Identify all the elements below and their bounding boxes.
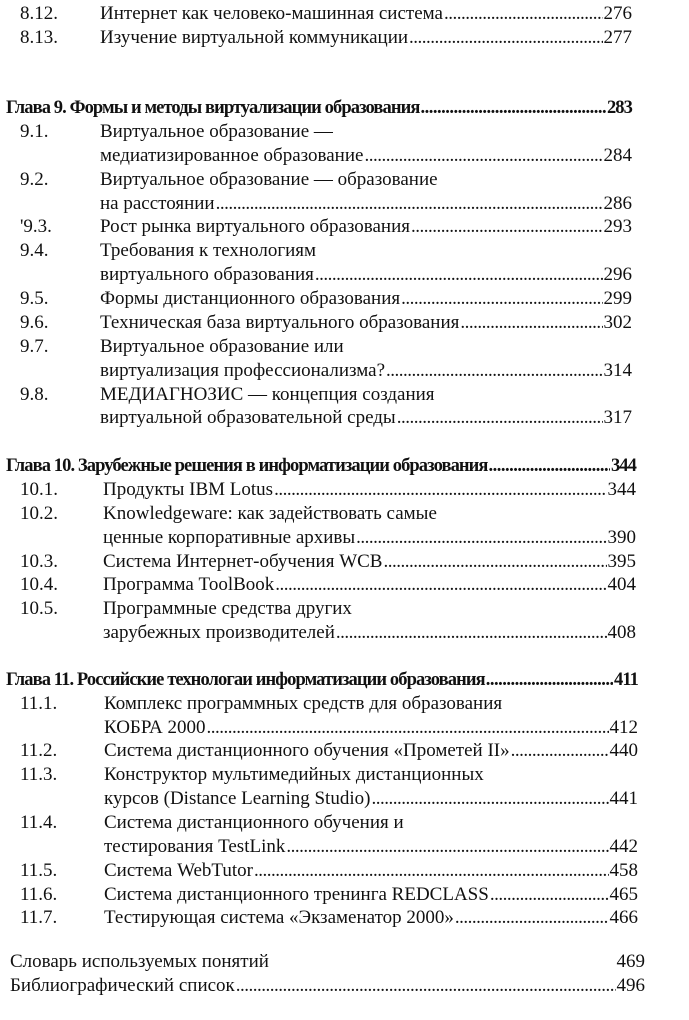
toc-section-number: 9.8.: [20, 384, 49, 405]
toc-page-number: 277: [603, 27, 632, 48]
toc-entry-row: [0, 216, 689, 238]
toc-entry-row: [0, 551, 689, 573]
toc-section-number: 11.6.: [20, 884, 58, 905]
toc-dot-leader: [489, 455, 610, 477]
toc-dot-leader: [286, 836, 608, 858]
toc-entry-title: Программные средства других: [103, 598, 352, 619]
toc-entry-title: курсов (Distance Learning Studio): [104, 788, 371, 809]
toc-section-number: 10.3.: [20, 551, 58, 572]
toc-entry-title: Комплекс программных средств для образования: [104, 693, 503, 714]
toc-entry-title: виртуализация профессионализма?: [100, 360, 386, 381]
toc-dot-leader: [254, 860, 609, 882]
toc-entry-row: [0, 121, 689, 143]
toc-section-number: 10.1.: [20, 479, 58, 500]
toc-entry-title: Система дистанционного обучения «Прометей II»: [104, 740, 510, 761]
toc-section-number: 9.5.: [20, 288, 49, 309]
toc-page-number: 344: [610, 456, 636, 476]
toc-entry-row: [0, 193, 689, 215]
toc-page-number: 286: [603, 193, 632, 214]
toc-entry-row: [0, 384, 689, 406]
toc-entry-title: на расстоянии: [100, 193, 215, 214]
toc-page-number: 404: [607, 574, 636, 595]
toc-dot-leader: [386, 360, 602, 382]
toc-chapter-row: [0, 669, 689, 691]
toc-dot-leader: [315, 264, 603, 286]
toc-dot-leader: [269, 951, 617, 973]
toc-entry-row: [0, 860, 689, 882]
toc-page-number: 299: [603, 288, 632, 309]
toc-section-number: '9.3.: [20, 216, 52, 237]
toc-chapter-row: [0, 455, 689, 477]
toc-dot-leader: [364, 145, 602, 167]
toc-page-number: 296: [603, 264, 632, 285]
toc-entry-row: [0, 812, 689, 834]
toc-page-number: 314: [603, 360, 632, 381]
toc-page-number: 441: [609, 788, 638, 809]
toc-entry-row: [0, 169, 689, 191]
toc-entry-title: Интернет как человеко-машинная система: [100, 3, 443, 24]
toc-entry-row: [0, 3, 689, 25]
toc-section-number: 8.12.: [20, 3, 58, 24]
toc-dot-leader: [383, 551, 606, 573]
toc-section-number: 10.5.: [20, 598, 58, 619]
toc-entry-title: Система WebTutor: [104, 860, 253, 881]
toc-entry-row: [0, 951, 689, 973]
toc-entry-row: [0, 527, 689, 549]
toc-page-number: 317: [603, 407, 632, 428]
toc-entry-row: [0, 717, 689, 739]
toc-section-number: 9.6.: [20, 312, 49, 333]
toc-page-number: 283: [606, 98, 632, 118]
toc-dot-leader: [421, 97, 606, 119]
toc-chapter-title: Глава 11. Российские технологаи информатизации образования: [6, 670, 485, 690]
toc-page-number: 458: [609, 860, 638, 881]
toc-dot-leader: [455, 907, 609, 929]
toc-entry-row: [0, 740, 689, 762]
toc-entry-row: [0, 312, 689, 334]
toc-dot-leader: [486, 669, 613, 691]
toc-page-number: 469: [616, 951, 645, 972]
toc-section-number: 11.5.: [20, 860, 58, 881]
toc-entry-row: [0, 479, 689, 501]
toc-dot-leader: [216, 193, 603, 215]
toc-page-number: 284: [603, 145, 632, 166]
toc-entry-title: Продукты IBM Lotus: [103, 479, 274, 500]
toc-section-number: 10.4.: [20, 574, 58, 595]
toc-dot-leader: [274, 479, 606, 501]
toc-entry-title: Формы дистанционного образования: [100, 288, 401, 309]
toc-page-number: 466: [609, 907, 638, 928]
toc-section-number: 11.2.: [20, 740, 58, 761]
toc-entry-title: Конструктор мультимедийных дистанционных: [104, 764, 484, 785]
toc-entry-title: Виртуальное образование или: [100, 336, 344, 357]
toc-entry-title: Рост рынка виртуального образования: [100, 216, 411, 237]
toc-dot-leader: [444, 3, 603, 25]
toc-dot-leader: [275, 574, 606, 596]
toc-entry-title: зарубежных производителей: [103, 622, 335, 643]
toc-chapter-row: [0, 97, 689, 119]
toc-entry-title: Библиографический список: [10, 975, 235, 996]
toc-entry-title: Система дистанционного обучения и: [104, 812, 404, 833]
toc-page-number: 496: [616, 975, 645, 996]
toc-entry-row: [0, 574, 689, 596]
toc-dot-leader: [397, 407, 603, 429]
toc-page-number: 408: [607, 622, 636, 643]
toc-entry-title: медиатизированное образование: [100, 145, 364, 166]
toc-page-number: 390: [607, 527, 636, 548]
toc-entry-title: виртуального образования: [100, 264, 314, 285]
toc-dot-leader: [460, 312, 602, 334]
toc-entry-row: [0, 788, 689, 810]
toc-entry-row: [0, 836, 689, 858]
toc-section-number: 9.4.: [20, 240, 49, 261]
toc-entry-row: [0, 240, 689, 262]
toc-section-number: 11.7.: [20, 907, 58, 928]
toc-dot-leader: [490, 884, 609, 906]
toc-entry-title: виртуальной образовательной среды: [100, 407, 396, 428]
toc-page-number: 411: [613, 670, 638, 690]
toc-page-number: 440: [609, 740, 638, 761]
toc-entry-title: Knowledgeware: как задействовать самые: [103, 503, 437, 524]
toc-entry-title: Изучение виртуальной коммуникации: [100, 27, 409, 48]
toc-entry-title: Требования к технологиям: [100, 240, 317, 261]
toc-section-number: 9.7.: [20, 336, 49, 357]
toc-entry-title: Виртуальное образование — образование: [100, 169, 438, 190]
toc-entry-title: Система дистанционного тренинга REDCLASS: [104, 884, 489, 905]
toc-section-number: 11.4.: [20, 812, 58, 833]
toc-section-number: 9.2.: [20, 169, 49, 190]
toc-section-number: 8.13.: [20, 27, 58, 48]
toc-dot-leader: [371, 788, 608, 810]
toc-page-number: 276: [603, 3, 632, 24]
toc-page-number: 302: [603, 312, 632, 333]
toc-entry-row: [0, 27, 689, 49]
toc-page-number: 442: [609, 836, 638, 857]
toc-entry-row: [0, 598, 689, 620]
toc-dot-leader: [356, 527, 606, 549]
toc-entry-title: Программа ToolBook: [103, 574, 275, 595]
toc-entry-row: [0, 693, 689, 715]
toc-entry-row: [0, 288, 689, 310]
toc-page-number: 395: [607, 551, 636, 572]
toc-entry-title: КОБРА 2000: [104, 717, 206, 738]
toc-entry-title: Виртуальное образование —: [100, 121, 333, 142]
toc-entry-title: Техническая база виртуального образования: [100, 312, 460, 333]
toc-entry-title: Тестирующая система «Экзаменатор 2000»: [104, 907, 454, 928]
toc-entry-row: [0, 360, 689, 382]
toc-dot-leader: [411, 216, 602, 238]
toc-chapter-title: Глава 10. Зарубежные решения в информатизации образования: [6, 456, 488, 476]
toc-entry-title: Словарь используемых понятий: [10, 951, 269, 972]
toc-entry-title: Система Интернет-обучения WCB: [103, 551, 383, 572]
toc-dot-leader: [401, 288, 602, 310]
toc-dot-leader: [336, 622, 607, 644]
toc-entry-row: [0, 907, 689, 929]
toc-section-number: 9.1.: [20, 121, 49, 142]
toc-section-number: 11.3.: [20, 764, 58, 785]
toc-section-number: 10.2.: [20, 503, 58, 524]
toc-entry-row: [0, 336, 689, 358]
toc-chapter-title: Глава 9. Формы и методы виртуализации образования: [6, 98, 420, 118]
toc-entry-row: [0, 764, 689, 786]
toc-entry-row: [0, 975, 689, 997]
toc-entry-title: тестирования TestLink: [104, 836, 286, 857]
toc-entry-title: ценные корпоративные архивы: [103, 527, 356, 548]
toc-dot-leader: [409, 27, 602, 49]
toc-dot-leader: [236, 975, 616, 997]
toc-page-number: 344: [607, 479, 636, 500]
toc-page-number: 293: [603, 216, 632, 237]
toc-page-number: 465: [609, 884, 638, 905]
toc-entry-row: [0, 622, 689, 644]
toc-entry-row: [0, 264, 689, 286]
toc-entry-row: [0, 503, 689, 525]
toc-dot-leader: [206, 717, 608, 739]
toc-dot-leader: [511, 740, 609, 762]
toc-section-number: 11.1.: [20, 693, 58, 714]
toc-entry-title: МЕДИАГНОЗИС — концепция создания: [100, 384, 435, 405]
toc-entry-row: [0, 407, 689, 429]
toc-entry-row: [0, 884, 689, 906]
toc-entry-row: [0, 145, 689, 167]
toc-page-number: 412: [609, 717, 638, 738]
